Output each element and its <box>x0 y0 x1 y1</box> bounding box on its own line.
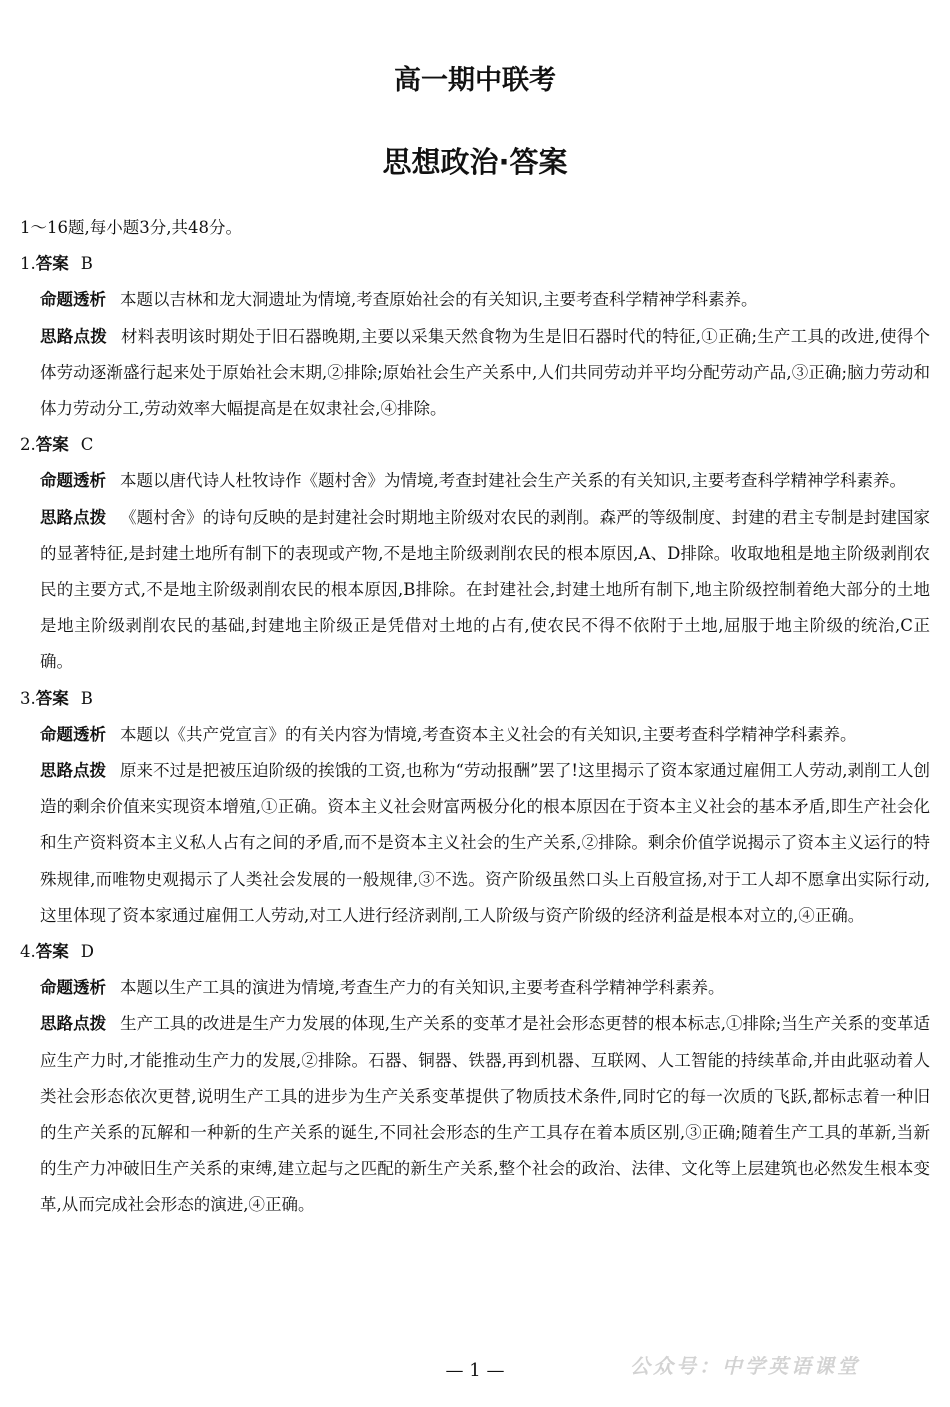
question-number: 1. <box>20 254 36 274</box>
answer-letter: B <box>80 688 93 708</box>
reasoning-text: 材料表明该时期处于旧石器晚期,主要以采集天然食物为生是旧石器时代的特征,①正确;生产工具的改进,使得个体劳动逐渐盛行起来处于原始社会末期,②排除;原始社会生产关系中,人们共同劳动并平均分配劳动产品,③正确;脑力劳动和体力劳动分工,劳动效率大幅提高是在奴隶社会,④排除。 <box>40 326 931 419</box>
analysis-block <box>20 463 930 499</box>
analysis-label: 命题透析 <box>40 978 106 998</box>
question-3 <box>20 681 930 934</box>
analysis-text: 本题以唐代诗人杜牧诗作《题村舍》为情境,考查封建社会生产关系的有关知识,主要考查科学精神学科素养。 <box>120 471 906 491</box>
analysis-label: 命题透析 <box>40 724 106 744</box>
analysis-block <box>20 717 930 753</box>
reasoning-block <box>20 1006 930 1223</box>
question-header <box>20 427 930 463</box>
question-header <box>20 934 930 970</box>
page-number: — 1 — <box>445 1360 505 1381</box>
answer-label: 答案 <box>35 942 69 962</box>
reasoning-label: 思路点拨 <box>40 326 107 346</box>
analysis-text: 本题以吉林和龙大洞遗址为情境,考查原始社会的有关知识,主要考查科学精神学科素养。 <box>120 290 758 310</box>
answer-label: 答案 <box>35 688 69 708</box>
reasoning-label: 思路点拨 <box>40 761 107 781</box>
question-4 <box>20 934 930 1224</box>
analysis-label: 命题透析 <box>40 471 106 491</box>
answer-letter: C <box>80 435 94 455</box>
question-number: 2. <box>20 435 36 455</box>
question-number: 4. <box>20 942 36 962</box>
answer-label: 答案 <box>35 435 69 455</box>
answer-letter: B <box>80 254 93 274</box>
subject-title: 思想政治·答案 <box>382 145 568 179</box>
analysis-block <box>20 282 930 318</box>
question-number: 3. <box>20 688 36 708</box>
question-header <box>20 246 930 282</box>
analysis-block <box>20 970 930 1006</box>
answer-letter: D <box>80 942 94 962</box>
analysis-label: 命题透析 <box>40 290 106 310</box>
reasoning-text: 《题村舍》的诗句反映的是封建社会时期地主阶级对农民的剥削。森严的等级制度、封建的君主专制是封建国家的显著特征,是封建土地所有制下的表现或产物,不是地主阶级剥削农民的根本原因,A、D排除。收取地租是地主阶级剥削农民的主要方式,不是地主阶级剥削农民的根本原因,B排除。在封建社会,封建土地所有制下,地主阶级控制着绝大部分的土地是地主阶级剥削农民的基础,封建地主阶级正是凭借对土地的占有,使农民不得不依附于土地,屈服于地主阶级的统治,C正确。 <box>40 507 931 672</box>
question-1 <box>20 246 930 427</box>
reasoning-label: 思路点拨 <box>40 1014 107 1034</box>
reasoning-block <box>20 319 930 428</box>
reasoning-block <box>20 753 930 934</box>
analysis-text: 本题以《共产党宣言》的有关内容为情境,考查资本主义社会的有关知识,主要考查科学精神学科素养。 <box>120 724 857 744</box>
section-intro: 1～16题,每小题3分,共48分。 <box>20 218 242 237</box>
reasoning-text: 生产工具的改进是生产力发展的体现,生产关系的变革才是社会形态更替的根本标志,①排除;当生产关系的变革适应生产力时,才能推动生产力的发展,②排除。石器、铜器、铁器,再到机器、互联网、人工智能的持续革命,并由此驱动着人类社会形态依次更替,说明生产工具的进步为生产关系变革提供了物质技术条件,同时它的每一次质的飞跃,都标志着一种旧的生产关系的瓦解和一种新的生产关系的诞生,不同社会形态的生产工具存在着本质区别,③正确;随着生产工具的革新,当新的生产力冲破旧生产关系的束缚,建立起与之匹配的新生产关系,整个社会的政治、法律、文化等上层建筑也必然发生根本变革,从而完成社会形态的演进,④正确。 <box>40 1014 930 1215</box>
answer-content <box>20 210 930 1224</box>
reasoning-block <box>20 500 930 681</box>
reasoning-label: 思路点拨 <box>40 507 107 527</box>
question-2 <box>20 427 930 680</box>
analysis-text: 本题以生产工具的演进为情境,考查生产力的有关知识,主要考查科学精神学科素养。 <box>120 978 725 998</box>
exam-title: 高一期中联考 <box>394 65 556 96</box>
reasoning-text: 原来不过是把被压迫阶级的挨饿的工资,也称为“劳动报酬”罢了!这里揭示了资本家通过雇佣工人劳动,剥削工人创造的剩余价值来实现资本增殖,①正确。资本主义社会财富两极分化的根本原因在于资本主义社会的基本矛盾,即生产社会化和生产资料资本主义私人占有之间的矛盾,而不是资本主义社会的生产关系,②排除。剩余价值学说揭示了资本主义运行的特殊规律,而唯物史观揭示了人类社会发展的一般规律,③不选。资产阶级虽然口头上百般宣扬,对于工人却不愿拿出实际行动,这里体现了资本家通过雇佣工人劳动,对工人进行经济剥削,工人阶级与资产阶级的经济利益是根本对立的,④正确。 <box>40 761 931 925</box>
question-header <box>20 681 930 717</box>
answer-label: 答案 <box>35 254 69 274</box>
watermark: 公众号：中学英语课堂 <box>630 1354 860 1378</box>
